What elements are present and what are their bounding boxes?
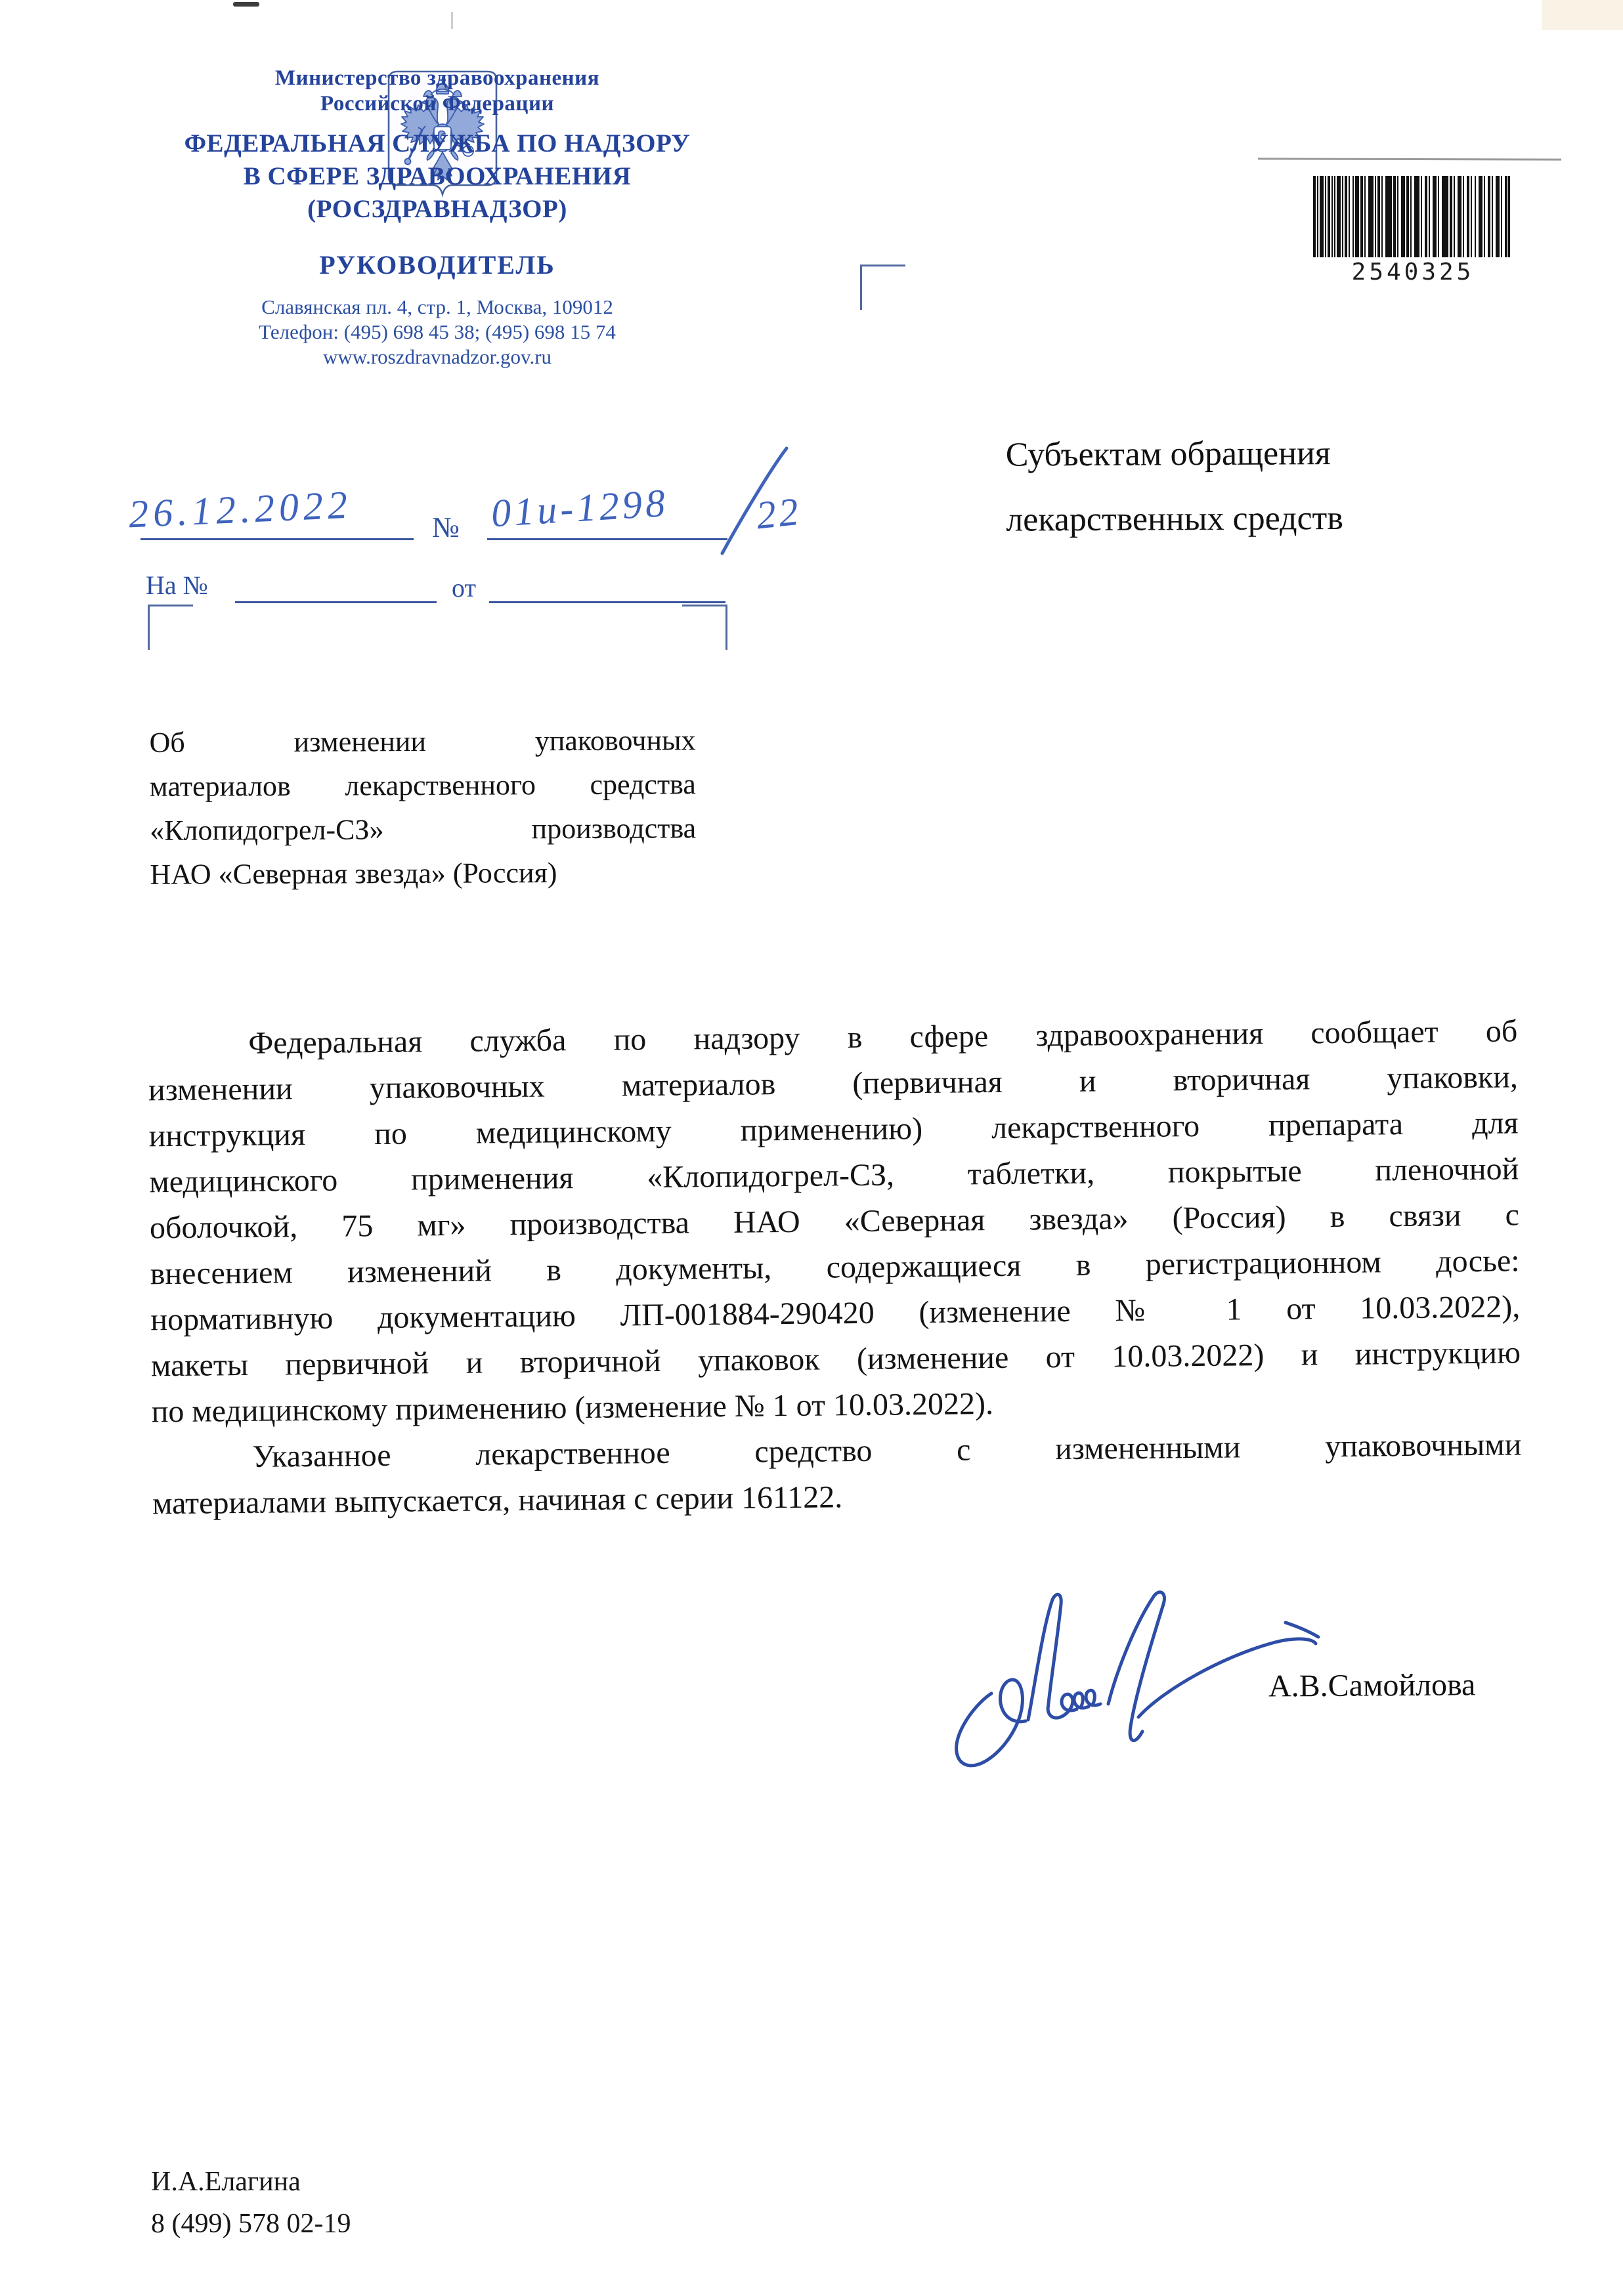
recipient-zone-corner-right (682, 605, 727, 650)
website-line: www.roszdravnadzor.gov.ru (322, 345, 552, 368)
body-line: Федеральная служба по надзору в сфере здравоохранения сообщает об (248, 1013, 1518, 1061)
scan-smudge (1542, 0, 1623, 30)
address-zone-corner-mark (860, 265, 905, 310)
recipient-block (1005, 420, 1426, 552)
signer-name: А.В.Самойлова (1268, 1667, 1476, 1704)
scan-hair-line (451, 12, 453, 29)
executor-name: И.А.Елагина (151, 2167, 301, 2197)
body-line: Указанное лекарственное средство с измененными упаковочными (252, 1427, 1522, 1474)
service-name-line3: (РОСЗДРАВНАДЗОР) (307, 195, 567, 223)
body-line: макеты первичной и вторичной упаковок (изменение от 10.03.2022) и инструкцию (150, 1335, 1521, 1384)
handwritten-outgoing-number: 01и-1298 (490, 480, 670, 536)
body-text (148, 1008, 1522, 1527)
reply-number-underline (235, 601, 437, 603)
body-line: материалами выпускается, начиная с серии 161122. (152, 1479, 843, 1521)
reply-date-underline (489, 601, 725, 603)
handwritten-year-suffix: 22 (754, 489, 804, 538)
subject-line: НАО «Северная звезда» (Россия) (150, 857, 557, 891)
body-line: нормативную документацию ЛП-001884-290420 (изменение № 1 от 10.03.2022), (150, 1289, 1521, 1338)
barcode-number: 2540325 (1351, 259, 1475, 286)
subject-block (149, 718, 696, 897)
ministry-name-line1: Министерство здравоохранения (274, 66, 600, 90)
service-name-line1: ФЕДЕРАЛЬНАЯ СЛУЖБА ПО НАДЗОРУ (184, 129, 691, 158)
phone-line: Телефон: (495) 698 45 38; (495) 698 15 74 (259, 320, 616, 343)
date-underline (141, 538, 414, 540)
reply-to-label: На № (146, 570, 208, 600)
subject-line: Об изменении упаковочных (149, 724, 696, 759)
recipient-zone-corner-left (148, 605, 193, 650)
body-line: инструкция по медицинскому применению) лекарственного препарата для (148, 1105, 1519, 1154)
subject-line: материалов лекарственного средства (149, 768, 696, 803)
recipient-line2: лекарственных средств (1006, 499, 1344, 539)
recipient-line1: Субъектам обращения (1005, 435, 1331, 474)
body-line: оболочкой, 75 мг» производства НАО «Северная звезда» (Россия) в связи с (149, 1197, 1520, 1246)
subject-line: «Клопидогрел-СЗ» производства (150, 812, 697, 847)
executor-phone: 8 (499) 578 02-19 (151, 2209, 351, 2239)
address-line: Славянская пл. 4, стр. 1, Москва, 109012 (261, 295, 613, 318)
handwritten-date: 26.12.2022 (127, 482, 353, 536)
service-name-line2: В СФЕРЕ ЗДРАВООХРАНЕНИЯ (243, 162, 632, 190)
position-title: РУКОВОДИТЕЛЬ (319, 250, 555, 280)
body-line: внесением изменений в документы, содержащиеся в регистрационном досье: (150, 1243, 1520, 1292)
body-line: по медицинскому применению (изменение № 1 от 10.03.2022). (151, 1386, 994, 1430)
barcode-icon (1313, 176, 1510, 257)
letterhead (139, 66, 735, 370)
scan-speck (233, 2, 259, 7)
body-line: изменении упаковочных материалов (первичная и вторичная упаковки, (148, 1059, 1519, 1108)
number-sign-label: № (432, 511, 460, 543)
body-line: медицинского применения «Клопидогрел-СЗ, таблетки, покрытые пленочной (149, 1151, 1519, 1200)
reply-from-label: от (452, 573, 476, 603)
number-underline (487, 538, 727, 540)
fold-line (1258, 158, 1561, 160)
ministry-name-line2: Российской Федерации (320, 92, 554, 116)
executor-block (151, 2161, 351, 2245)
